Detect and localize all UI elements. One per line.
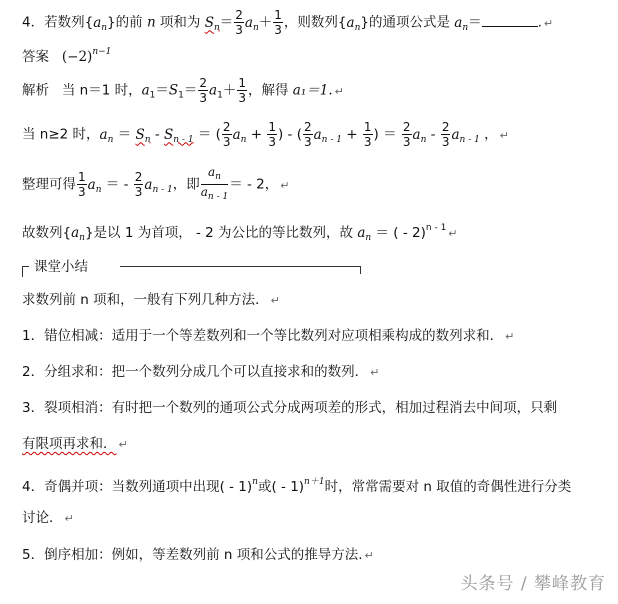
question-number: 4．若数列{ — [22, 14, 94, 31]
question-line: 4．若数列$\{a_n\}$的前 n 项和为 $S_n=$ $\frac{2}{3}$ $a_n+$ $\frac{1}{3}$ ，则数列$\{a_n\}$的通项公式是 $a_n=$ . ↵ — [22, 8, 554, 37]
step-line: 当 n≥2 时，$a_n = S_n - S_{n - 1}$ ＝ ( $\frac{2}{3}$ $a_n$ + $\frac{1}{3}$ ) - ( $\frac{2}{3}$ $a_{n - 1}$ + $\frac{1}{3}$ ) ＝ $\frac{2}{3}$ $a_n$ - $\frac{2}{3}$ $a_{n - 1}$ ， ↵ — [22, 120, 509, 149]
summary-intro: 求数列前 n 项和，一般有下列几种方法． ↵ — [22, 292, 280, 308]
answer-blank — [482, 14, 538, 27]
watermark: 头条号 / 攀峰教育 — [460, 574, 606, 594]
conclusion-line: 故数列$\{a_n\}$是以 1 为首项， - 2 为公比的等比数列，故 $a_n$ ＝ ( - 2)$^{n - 1}$ ↵ — [22, 223, 458, 243]
summary-item-4: 4．奇偶并项：当数列通项中出现( - 1)$^n$或( - 1)$^{n+1}$时，常常需要对 n 取值的奇偶性进行分类 — [22, 477, 572, 495]
section-header — [22, 258, 342, 276]
summary-item-3-cont: 有限项再求和． ↵ — [22, 436, 128, 452]
summary-item-2: 2．分组求和：把一个数列分成几个可以直接求和的数列． ↵ — [22, 364, 380, 380]
summary-item-5: 5．倒序相加：例如，等差数列前 n 项和公式的推导方法. ↵ — [22, 547, 374, 563]
analysis-label: 解析 — [22, 82, 49, 99]
summary-item-1: 1．错位相减：适用于一个等差数列和一个等比数列对应项相乘构成的数列求和． ↵ — [22, 328, 515, 344]
divider — [120, 266, 360, 267]
rearranged-line: 整理可得 $\frac{1}{3}$ $a_n$ ＝ - $\frac{2}{3}$ $a_{n - 1}$，即 $\frac{a_n}{a_{n - 1}}$ ＝ - 2， ↵ — [22, 165, 290, 202]
answer-label: 答案 — [22, 49, 49, 65]
answer-value: (−2) — [61, 49, 93, 65]
answer-line: 答案 $(-2)^{n-1}$ — [22, 47, 112, 65]
summary-item-3: 3．裂项相消：有时把一个数列的通项公式分成两项差的形式，相加过程消去中间项，只剩 — [22, 400, 558, 416]
analysis-line: 解析 当 n＝1 时，$a_1=S_1=$ $\frac{2}{3}$ $a_1+$ $\frac{1}{3}$ ，解得 a₁＝1. ↵ — [22, 76, 344, 105]
summary-item-4-cont: 讨论． ↵ — [22, 510, 74, 526]
section-title: 课堂小结 — [34, 259, 88, 275]
